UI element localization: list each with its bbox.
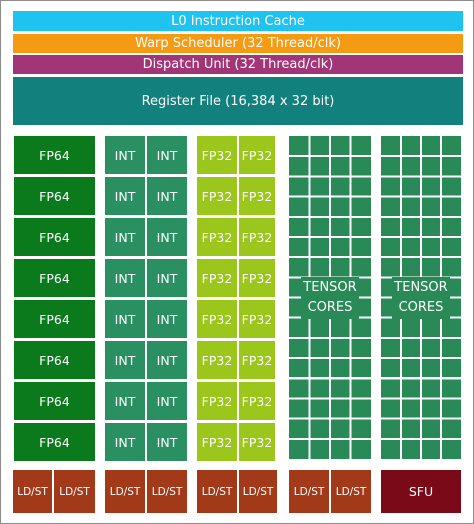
- fp32-unit: FP32: [239, 136, 275, 174]
- ldst-unit: LD/ST: [147, 470, 187, 513]
- fp32-unit: FP32: [197, 136, 237, 174]
- ldst-unit: LD/ST: [13, 470, 52, 513]
- fp32-unit: FP32: [197, 259, 237, 297]
- int-unit: INT: [147, 259, 187, 297]
- fp32-unit: FP32: [197, 382, 237, 420]
- int-unit: INT: [147, 136, 187, 174]
- fp32-unit: FP32: [239, 341, 275, 379]
- int-unit: INT: [147, 382, 187, 420]
- int-unit: INT: [147, 300, 187, 338]
- ldst-unit: LD/ST: [197, 470, 237, 513]
- fp64-unit: FP64: [14, 259, 95, 297]
- fp32-unit: FP32: [239, 259, 275, 297]
- tensor-cores-block: [381, 136, 461, 459]
- fp32-unit: FP32: [197, 300, 237, 338]
- fp32-unit: FP32: [197, 423, 237, 461]
- fp64-unit: FP64: [14, 423, 95, 461]
- sfu-unit: SFU: [381, 470, 461, 513]
- int-unit: INT: [147, 423, 187, 461]
- fp64-unit: FP64: [14, 218, 95, 256]
- fp64-unit: FP64: [14, 300, 95, 338]
- register-file: Register File (16,384 x 32 bit): [13, 77, 463, 125]
- int-unit: INT: [105, 341, 145, 379]
- fp32-unit: FP32: [197, 341, 237, 379]
- fp32-unit: FP32: [239, 300, 275, 338]
- warp-scheduler: Warp Scheduler (32 Thread/clk): [13, 34, 463, 53]
- ldst-unit: LD/ST: [331, 470, 371, 513]
- fp32-unit: FP32: [197, 177, 237, 215]
- int-unit: INT: [105, 423, 145, 461]
- fp32-unit: FP32: [239, 177, 275, 215]
- tensor-cores-label: TENSOR CORES: [392, 277, 449, 319]
- int-unit: INT: [105, 300, 145, 338]
- ldst-unit: LD/ST: [54, 470, 95, 513]
- int-unit: INT: [147, 218, 187, 256]
- int-unit: INT: [105, 136, 145, 174]
- fp64-unit: FP64: [14, 136, 95, 174]
- int-unit: INT: [105, 177, 145, 215]
- int-unit: INT: [105, 382, 145, 420]
- fp32-unit: FP32: [197, 218, 237, 256]
- fp32-unit: FP32: [239, 382, 275, 420]
- fp64-unit: FP64: [14, 382, 95, 420]
- int-unit: INT: [147, 177, 187, 215]
- int-unit: INT: [105, 218, 145, 256]
- ldst-unit: LD/ST: [289, 470, 329, 513]
- l0-instruction-cache: L0 Instruction Cache: [13, 11, 463, 31]
- fp64-unit: FP64: [14, 177, 95, 215]
- dispatch-unit: Dispatch Unit (32 Thread/clk): [13, 55, 463, 74]
- fp64-unit: FP64: [14, 341, 95, 379]
- fp32-unit: FP32: [239, 218, 275, 256]
- fp32-unit: FP32: [239, 423, 275, 461]
- int-unit: INT: [105, 259, 145, 297]
- ldst-unit: LD/ST: [105, 470, 145, 513]
- tensor-cores-label: TENSOR CORES: [301, 277, 358, 319]
- tensor-cores-block: [289, 136, 371, 459]
- int-unit: INT: [147, 341, 187, 379]
- ldst-unit: LD/ST: [239, 470, 277, 513]
